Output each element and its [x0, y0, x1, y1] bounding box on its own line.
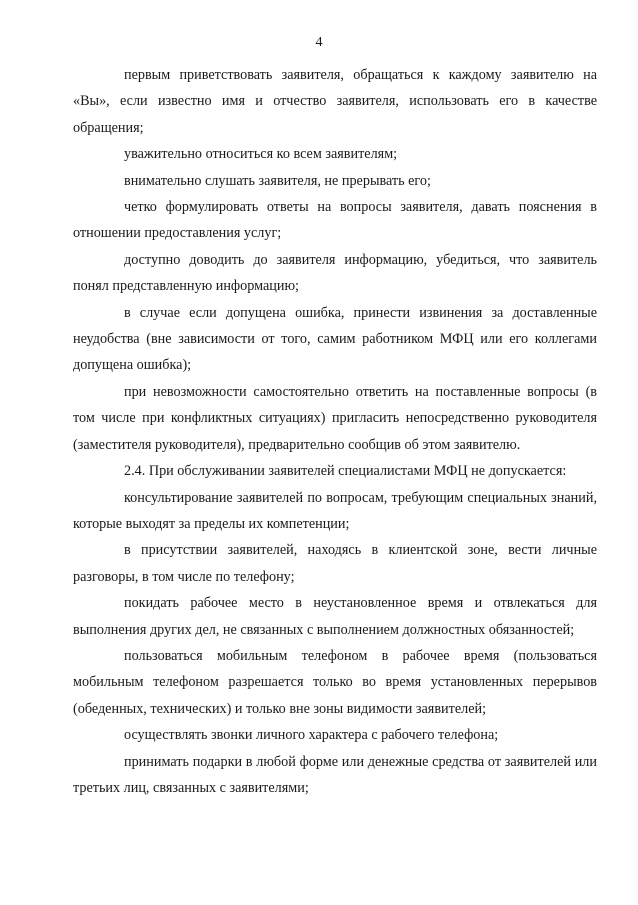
paragraph: пользоваться мобильным телефоном в рабочее время (пользоваться мобильным телефоном разрешается только во время установленных перерывов (обеденных, технических) и только вне зоны видимости заявителей; — [73, 647, 597, 717]
paragraph: принимать подарки в любой форме или денежные средства от заявителей или третьих лиц, связанных с заявителями; — [73, 753, 597, 796]
paragraph: в случае если допущена ошибка, принести извинения за доставленные неудобства (вне зависимости от того, самим работником МФЦ или его коллегами допущена ошибка); — [73, 304, 597, 374]
paragraph: уважительно относиться ко всем заявителям; — [124, 146, 398, 163]
page-number: 4 — [315, 35, 323, 50]
paragraph: первым приветствовать заявителя, обращаться к каждому заявителю на «Вы», если известно имя и отчество заявителя, использовать его в качестве обращения; — [73, 67, 597, 136]
paragraph: консультирование заявителей по вопросам, требующим специальных знаний, которые выходят за пределы их компетенции; — [73, 489, 597, 532]
paragraph: доступно доводить до заявителя информацию, убедиться, что заявитель понял представленную информацию; — [73, 251, 597, 295]
paragraph: в присутствии заявителей, находясь в клиентской зоне, вести личные разговоры, в том числе по телефону; — [73, 542, 597, 585]
paragraph: осуществлять звонки личного характера с рабочего телефона; — [124, 727, 499, 744]
section-heading-paragraph: 2.4. При обслуживании заявителей специалистами МФЦ не допускается: — [124, 463, 567, 480]
paragraph: внимательно слушать заявителя, не прерывать его; — [124, 172, 431, 189]
paragraph: покидать рабочее место в неустановленное время и отвлекаться для выполнения других дел, не связанных с выполнением должностных обязанностей; — [73, 595, 597, 638]
paragraph: при невозможности самостоятельно ответить на поставленные вопросы (в том числе при конфликтных ситуациях) пригласить непосредственно руководителя (заместителя руководителя), предварительно сообщив об этом заявителю. — [73, 383, 597, 453]
document-body — [73, 62, 597, 801]
paragraph: четко формулировать ответы на вопросы заявителя, давать пояснения в отношении предоставления услуг; — [73, 199, 597, 242]
